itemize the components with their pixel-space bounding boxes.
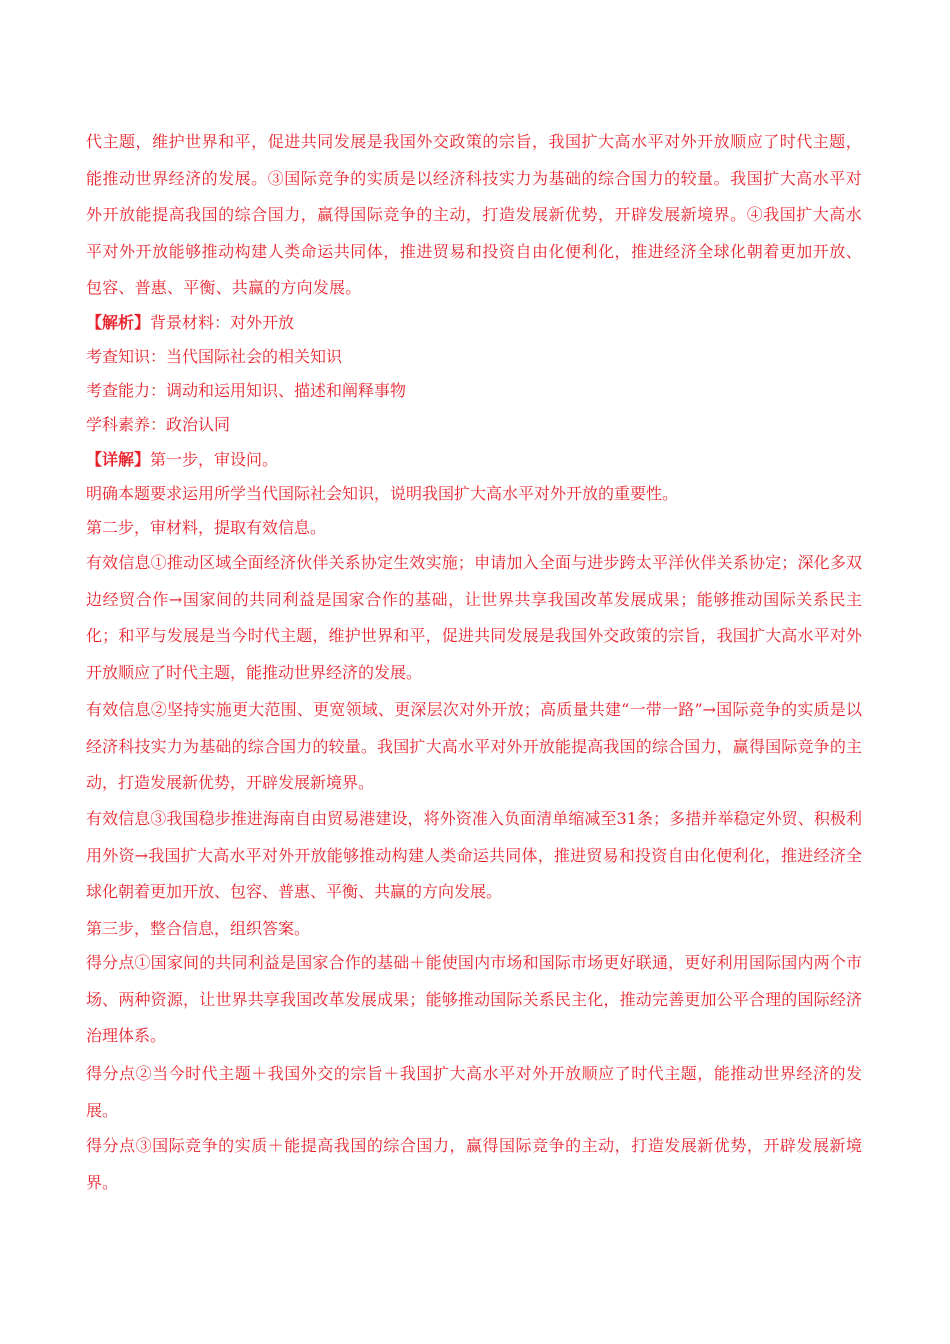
score3-paragraph: 得分点③国际竞争的实质＋能提高我国的综合国力，赢得国际竞争的主动，打造发展新优势，开辟发展新境界。 [86,1136,862,1192]
detail-text: 第一步，审设问。 [150,450,279,469]
step2-line: 第二步，审材料，提取有效信息。 [86,518,327,537]
detail-line [86,443,862,477]
ability-line: 考查能力：调动和运用知识、描述和阐释事物 [86,381,407,400]
score2-paragraph: 得分点②当今时代主题＋我国外交的宗旨＋我国扩大高水平对外开放顺应了时代主题，能推动世界经济的发展。 [86,1064,862,1120]
detail-tag: 【详解】 [86,450,151,469]
analysis-line [86,306,862,340]
score1-paragraph: 得分点①国家间的共同利益是国家合作的基础＋能使国内市场和国际市场更好联通，更好利用国际国内两个市场、两种资源，让世界共享我国改革发展成果；能够推动国际关系民主化，推动完善更加公平合理的国际经济治理体系。 [86,953,862,1045]
analysis-text: 背景材料：对外开放 [150,313,295,332]
knowledge-line: 考查知识：当代国际社会的相关知识 [86,347,343,366]
info1-paragraph: 有效信息①推动区域全面经济伙伴关系协定生效实施；申请加入全面与进步跨太平洋伙伴关系协定；深化多双边经贸合作→国家间的共同利益是国家合作的基础，让世界共享我国改革发展成果；能够推动国际关系民主化；和平与发展是当今时代主题，维护世界和平，促进共同发展是我国外交政策的宗旨，我国扩大高水平对外开放顺应了时代主题，能推动世界经济的发展。 [86,553,862,682]
info3-paragraph: 有效信息③我国稳步推进海南自由贸易港建设，将外资准入负面清单缩减至31条；多措并举稳定外贸、积极利用外资→我国扩大高水平对外开放能够推动构建人类命运共同体，推进贸易和投资自由化便利化，推进经济全球化朝着更加开放、包容、普惠、平衡、共赢的方向发展。 [86,809,862,901]
answer-paragraph: 代主题，维护世界和平，促进共同发展是我国外交政策的宗旨，我国扩大高水平对外开放顺应了时代主题，能推动世界经济的发展。③国际竞争的实质是以经济科技实力为基础的综合国力的较量。我国扩大高水平对外开放能提高我国的综合国力，赢得国际竞争的主动，打造发展新优势，开辟发展新境界。④我国扩大高水平对外开放能够推动构建人类命运共同体，推进贸易和投资自由化便利化，推进经济全球化朝着更加开放、包容、普惠、平衡、共赢的方向发展。 [86,132,862,297]
document-page [86,0,862,1344]
step3-line: 第三步，整合信息，组织答案。 [86,919,311,938]
info2-paragraph: 有效信息②坚持实施更大范围、更宽领域、更深层次对外开放；高质量共建“一带一路”→国际竞争的实质是以经济科技实力为基础的综合国力的较量。我国扩大高水平对外开放能提高我国的综合国力，赢得国际竞争的主动，打造发展新优势，开辟发展新境界。 [86,700,862,792]
analysis-tag: 【解析】 [86,313,151,332]
clarify-line: 明确本题要求运用所学当代国际社会知识，说明我国扩大高水平对外开放的重要性。 [86,484,679,503]
literacy-line: 学科素养：政治认同 [86,415,231,434]
